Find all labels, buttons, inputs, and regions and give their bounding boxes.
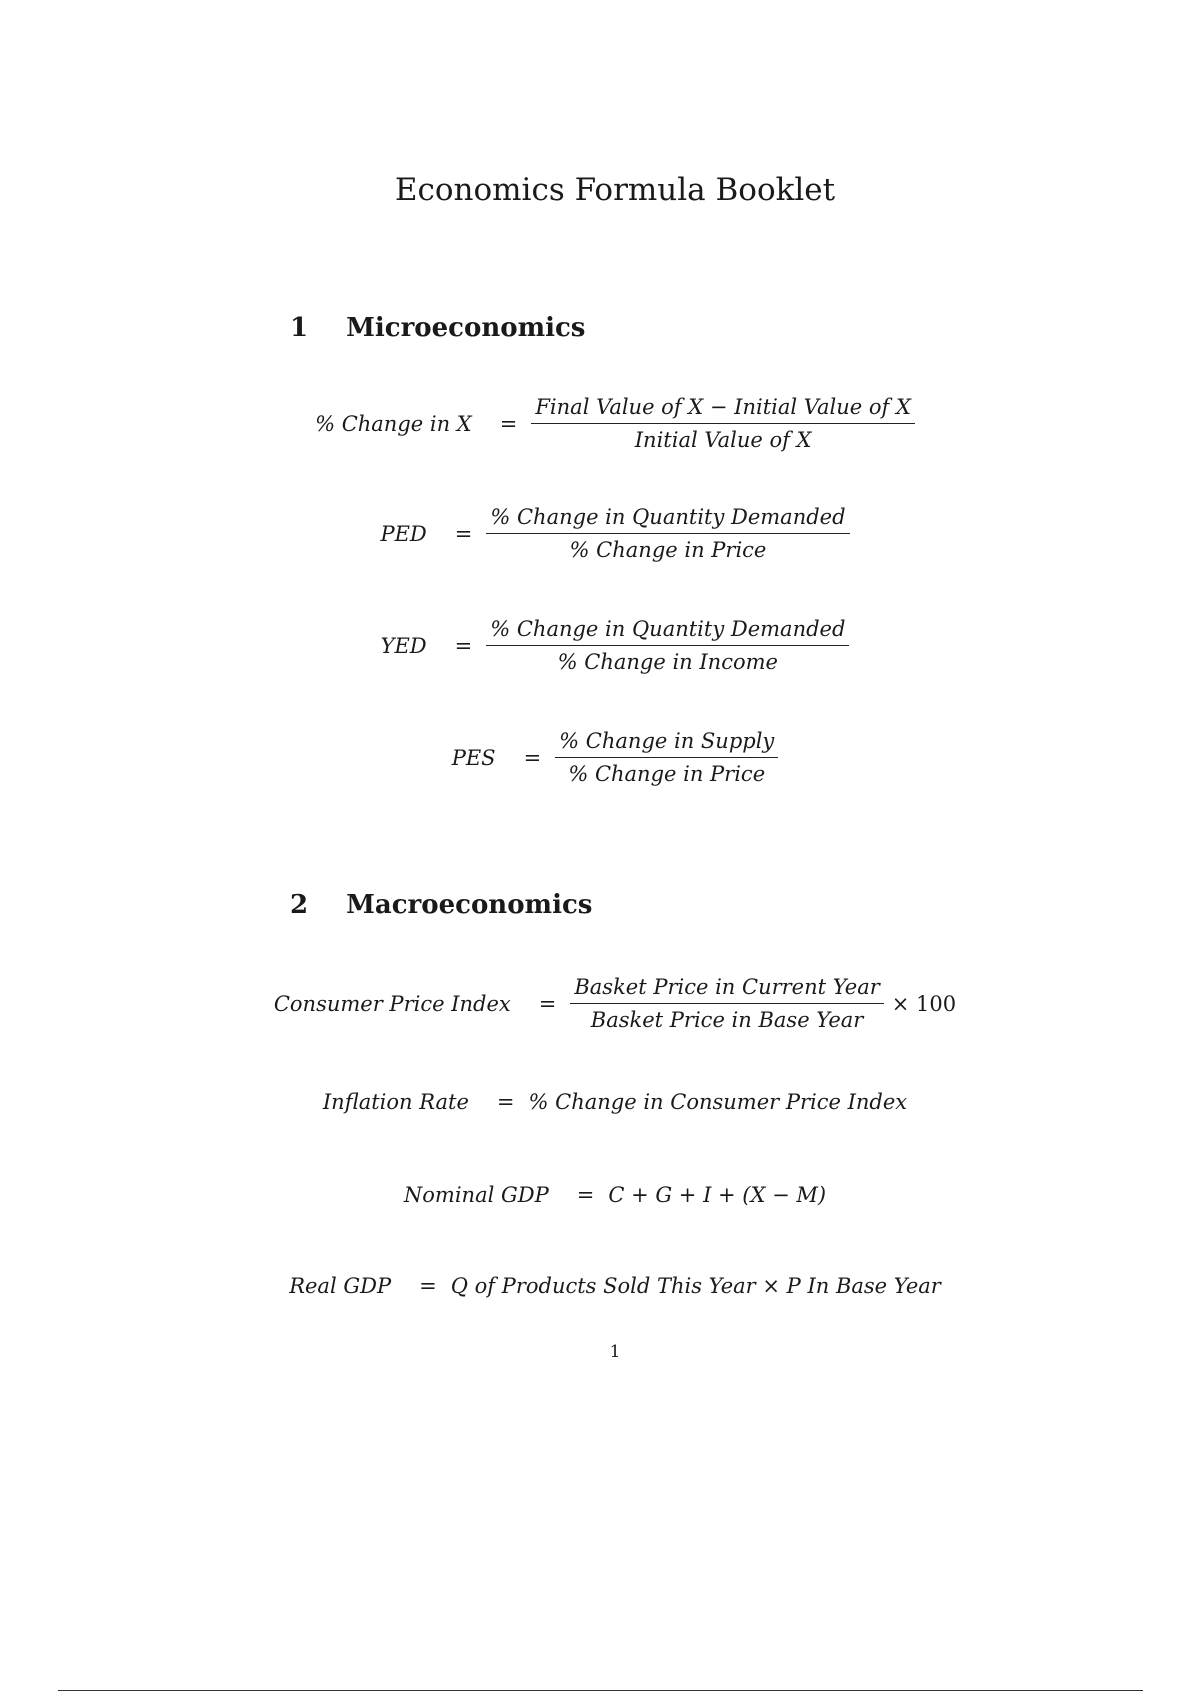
document-title: Economics Formula Booklet [394, 172, 836, 208]
equals-sign: = [419, 1274, 437, 1298]
denominator: % Change in Price [568, 762, 766, 786]
formula-lhs: YED [380, 633, 427, 658]
formula-nominal-gdp [0, 1183, 1200, 1207]
formula-lhs: % Change in X [315, 411, 472, 436]
denominator: Initial Value of X [634, 428, 812, 452]
formula-lhs: Real GDP [289, 1274, 392, 1298]
section-number: 1 [290, 313, 309, 343]
denominator: % Change in Income [557, 650, 778, 674]
formula-real-gdp [0, 1274, 1200, 1298]
formula-pes [0, 729, 1200, 786]
formula-rhs: C + G + I + (X − M) [608, 1183, 827, 1207]
section-heading-macroeconomics [290, 890, 592, 920]
formula-yed [0, 617, 1200, 674]
formula-rhs: % Change in Consumer Price Index [528, 1090, 908, 1114]
page-number: 1 [609, 1342, 621, 1362]
formula-rhs: Q of Products Sold This Year × P In Base Year [450, 1274, 941, 1298]
formula-lhs: Inflation Rate [322, 1090, 469, 1114]
numerator: % Change in Quantity Demanded [486, 617, 849, 646]
equals-sign: = [576, 1183, 595, 1207]
equals-sign: = [454, 521, 473, 546]
multiplier: × 100 [891, 991, 957, 1016]
equals-sign: = [523, 745, 542, 770]
section-title: Macroeconomics [346, 890, 593, 920]
numerator: % Change in Quantity Demanded [486, 505, 849, 534]
formula-percent-change [0, 395, 1200, 452]
formula-inflation-rate [0, 1090, 1200, 1114]
bottom-divider [58, 1690, 1143, 1691]
fraction [570, 975, 883, 1032]
numerator: Basket Price in Current Year [570, 975, 883, 1004]
fraction [486, 617, 849, 674]
equals-sign: = [538, 991, 557, 1016]
formula-lhs: Consumer Price Index [273, 991, 511, 1016]
equals-sign: = [499, 411, 518, 436]
section-title: Microeconomics [346, 313, 586, 343]
equals-sign: = [454, 633, 473, 658]
formula-lhs: PED [380, 521, 427, 546]
fraction [531, 395, 915, 452]
formula-ped [0, 505, 1200, 562]
section-number: 2 [290, 890, 309, 920]
formula-lhs: Nominal GDP [403, 1183, 549, 1207]
equals-sign: = [496, 1090, 515, 1114]
denominator: % Change in Price [569, 538, 767, 562]
fraction [555, 729, 778, 786]
formula-cpi [0, 975, 1200, 1032]
fraction [486, 505, 849, 562]
formula-lhs: PES [451, 745, 496, 770]
denominator: Basket Price in Base Year [590, 1008, 864, 1032]
numerator: % Change in Supply [555, 729, 778, 758]
section-heading-microeconomics [290, 313, 585, 343]
numerator: Final Value of X − Initial Value of X [531, 395, 915, 424]
